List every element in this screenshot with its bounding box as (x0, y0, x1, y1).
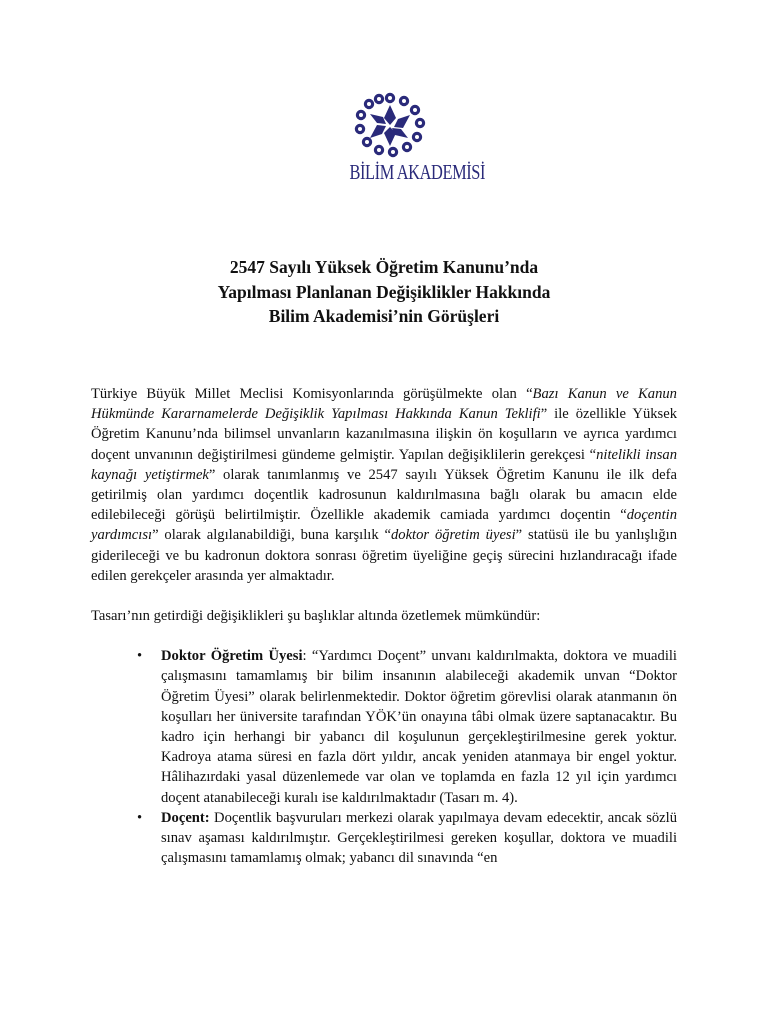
title-line-1: 2547 Sayılı Yüksek Öğretim Kanunu’nda (229, 257, 539, 277)
text-run: ” statüsü ile bu yanlışlığın giderileceği ve bu kadronun doktora sonrası öğretim üyeliğine geçiş sürecini hızlandıracağı ifade edilen gerekçeler arasında yer almaktadır. (91, 527, 677, 584)
list-item-text: : “Yardımcı Doçent” unvanı kaldırılmakta, doktora ve muadili çalışmasını tamamlamış bir bilim insanının alabileceği akademik unvan “Doktor Öğretim Üyesi” olarak belirlenmektedir. Doktor öğretim görevlisi olarak atanmanın ön koşulları her üniversite tarafından YÖK’ün onayına tâbi olmak üzere saptanacaktır. Bu kadro için herhangi bir yabancı dil koşulunun gerçekleştirilmesine gerek yoktur. Kadroya atama süresi en fazla dört yıldır, ancak yeniden atanmaya bir engel yoktur. Hâlihazırdaki yasal düzenlemede var olan ve toplamda en fazla 12 yıl için yardımcı doçent atanabileceği kuralı ise kaldırılmaktadır (Tasarı m. 4). (161, 648, 677, 806)
bullet-icon: • (137, 809, 143, 826)
document-title (0, 255, 768, 329)
text-run: Türkiye Büyük Millet Meclisi Komisyonlarında görüşülmekte olan “ (91, 386, 533, 402)
changes-list (91, 646, 677, 868)
italic-run: nitelikli insan kaynağı yetiştirmek (91, 446, 677, 483)
list-item (91, 646, 677, 808)
text-run: ” olarak tanımlanmış ve 2547 sayılı Yüksek Öğretim Kanunu ile ilk defa getirilmiş olan yardımcı doçentlik kadrosunun kaldırılmasına bağlı olarak bu amacın elde edilebileceği görüşü belirtilmiştir. Özellikle akademik camiada yardımcı doçentin “ (91, 466, 677, 524)
bullet-icon: • (137, 648, 143, 665)
title-line-3: Bilim Akademisi’nin Görüşleri (268, 306, 500, 326)
logo-text: BİLİM AKADEMİSİ (349, 160, 486, 184)
bilim-akademisi-logo (338, 92, 486, 185)
logo-emblem-icon (348, 92, 432, 158)
list-item-heading: Doçent: (161, 809, 210, 826)
text-run: ” olarak algılanabildiği, buna karşılık “ (152, 527, 391, 544)
summary-paragraph: Tasarı’nın getirdiği değişiklikleri şu başlıklar altında özetlemek mümkündür: (91, 608, 541, 625)
list-item (91, 808, 677, 869)
italic-run: doçentin yardımcısı (91, 507, 677, 544)
italic-run: Bazı Kanun ve Kanun Hükmünde Kararnamelerde Değişiklik Yapılması Hakkında Kanun Teklifi (91, 386, 677, 423)
italic-run: doktor öğretim üyesi (390, 527, 516, 544)
text-run: ” ile özellikle Yüksek Öğretim Kanunu’nda bilimsel unvanların kazanılmasına ilişkin ön koşulların ve ayrıca yardımcı doçent unvanının değiştirilmesi gündeme gelmiştir. Yapılan değişiklilerin gerekçesi “ (91, 406, 677, 463)
list-item-text: Doçentlik başvuruları merkezi olarak yapılmaya devam edecektir, ancak sözlü sınav aşaması kaldırılmıştır. Gerçekleştirilmesi gereken koşullar, doktora ve muadili çalışmasını tamamlamış olmak; yabancı dil sınavında “en (161, 809, 677, 867)
title-line-2: Yapılması Planlanan Değişiklikler Hakkında (217, 281, 551, 302)
intro-paragraph (91, 384, 677, 586)
document-body (91, 384, 677, 868)
list-item-heading: Doktor Öğretim Üyesi (161, 648, 303, 665)
